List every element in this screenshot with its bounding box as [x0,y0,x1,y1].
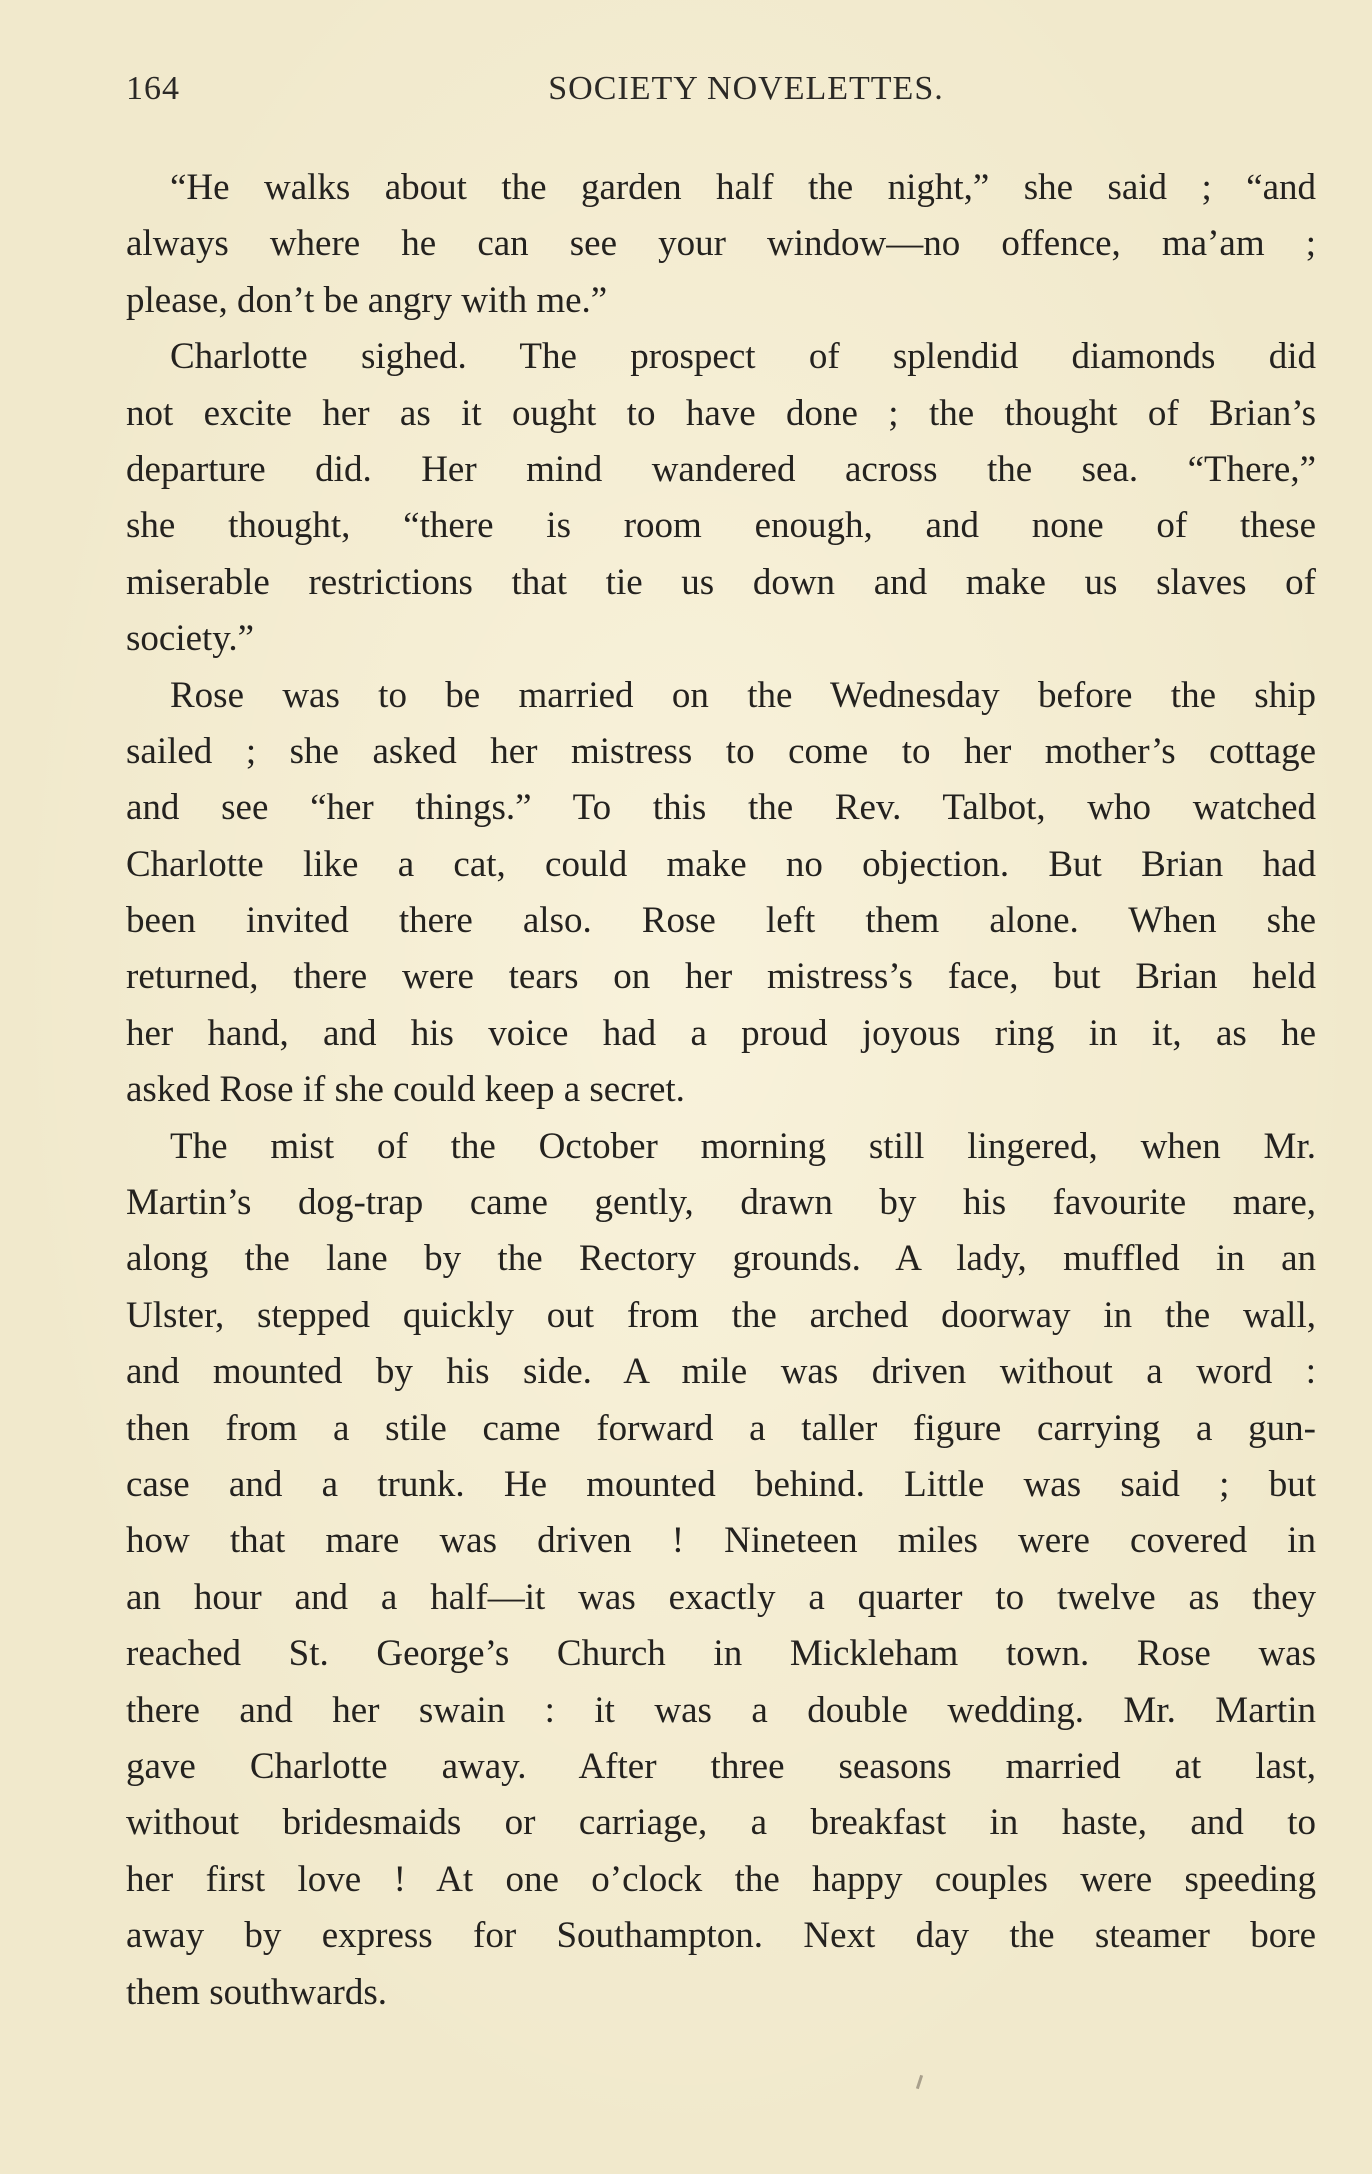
text-line: how that mare was driven ! Nineteen miles were covered in [126,1520,1316,1562]
page-header [126,70,1316,120]
text-line: an hour and a half—it was exactly a quarter to twelve as they [126,1576,1316,1618]
text-line: reached St. George’s Church in Mickleham town. Rose was [126,1633,1316,1675]
text-line: she thought, “there is room enough, and none of these [126,505,1316,547]
text-line: her hand, and his voice had a proud joyous ring in it, as he [126,1012,1316,1054]
text-line: please, don’t be angry with me.” [126,279,608,321]
text-line: departure did. Her mind wandered across the sea. “There,” [126,448,1316,490]
text-line: Rose was to be married on the Wednesday before the ship [170,674,1316,716]
text-line: along the lane by the Rectory grounds. A lady, muffled in an [126,1238,1316,1280]
text-line: without bridesmaids or carriage, a breakfast in haste, and to [126,1802,1316,1844]
text-line: Charlotte like a cat, could make no objection. But Brian had [126,843,1316,885]
text-line: gave Charlotte away. After three seasons married at last, [126,1745,1316,1787]
text-line: Martin’s dog-trap came gently, drawn by his favourite mare, [126,1182,1316,1224]
text-line: them southwards. [126,1971,388,2013]
text-line: away by express for Southampton. Next day the steamer bore [126,1915,1316,1957]
text-line: society.” [126,618,255,660]
text-line: always where he can see your window—no offence, ma’am ; [126,223,1316,265]
text-line: there and her swain : it was a double wedding. Mr. Martin [126,1689,1316,1731]
text-line: her first love ! At one o’clock the happy couples were speeding [126,1858,1316,1900]
text-line: case and a trunk. He mounted behind. Little was said ; but [126,1463,1316,1505]
text-line: Ulster, stepped quickly out from the arched doorway in the wall, [126,1294,1316,1336]
text-line: and see “her things.” To this the Rev. Talbot, who watched [126,787,1316,829]
text-line: Charlotte sighed. The prospect of splendid diamonds did [170,336,1316,378]
page-number: 164 [126,70,180,107]
body-text [126,160,1316,2021]
text-line: returned, there were tears on her mistress’s face, but Brian held [126,956,1316,998]
text-line: been invited there also. Rose left them alone. When she [126,900,1316,942]
text-line: asked Rose if she could keep a secret. [126,1069,685,1111]
text-line: miserable restrictions that tie us down and make us slaves of [126,561,1316,603]
text-line: and mounted by his side. A mile was driven without a word : [126,1351,1316,1393]
text-line: then from a stile came forward a taller figure carrying a gun- [126,1407,1316,1449]
ink-speck [916,2075,923,2089]
running-head: SOCIETY NOVELETTES. [548,70,944,107]
text-line: sailed ; she asked her mistress to come to her mother’s cottage [126,730,1316,772]
text-line: not excite her as it ought to have done ; the thought of Brian’s [126,392,1316,434]
text-line: The mist of the October morning still lingered, when Mr. [170,1125,1316,1167]
text-line: “He walks about the garden half the night,” she said ; “and [170,167,1316,208]
